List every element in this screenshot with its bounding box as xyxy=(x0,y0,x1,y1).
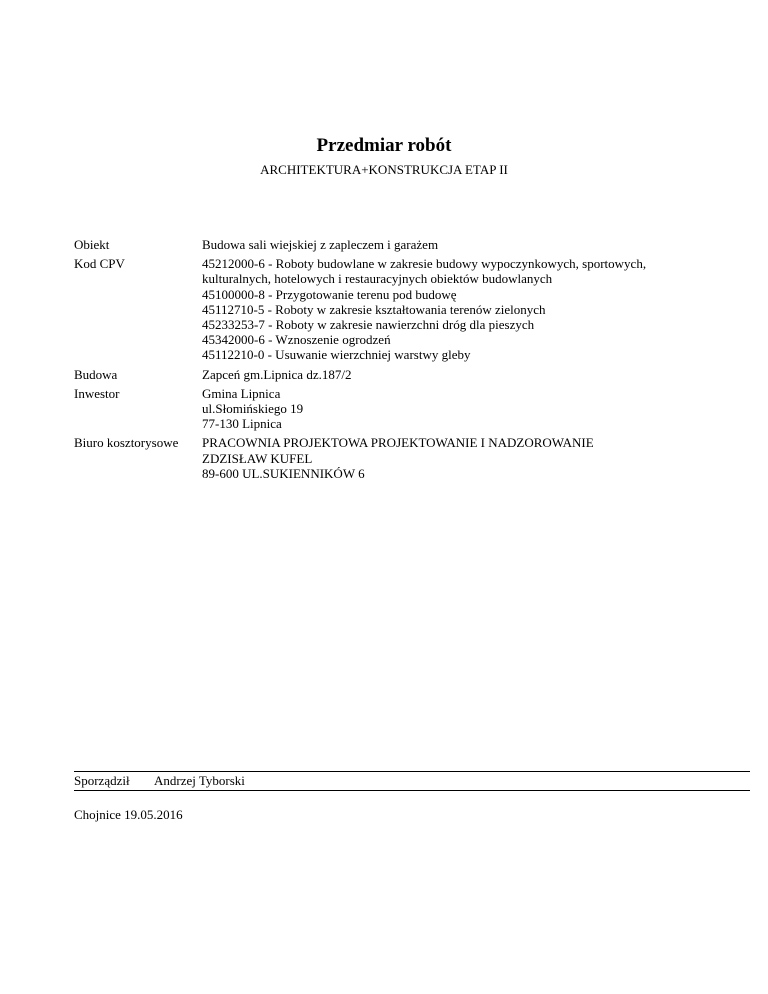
field-value: kulturalnych, hotelowych i restauracyjnych obiektów budowlanych xyxy=(202,271,553,287)
field-values xyxy=(202,386,714,432)
field-kod-cpv xyxy=(74,256,714,362)
author-bottom-divider xyxy=(74,790,750,791)
field-value: 45212000-6 - Roboty budowlane w zakresie budowy wypoczynkowych, sportowych, xyxy=(202,256,647,272)
field-value: 45233253-7 - Roboty w zakresie nawierzchni dróg dla pieszych xyxy=(202,317,535,333)
field-label: Kod CPV xyxy=(74,256,125,272)
author-label: Sporządził xyxy=(74,773,130,788)
author-top-divider xyxy=(74,771,750,772)
field-value: ZDZISŁAW KUFEL xyxy=(202,450,313,466)
place-date: Chojnice 19.05.2016 xyxy=(74,807,183,822)
field-values xyxy=(202,237,714,252)
field-value: Gmina Lipnica xyxy=(202,385,281,401)
document-title: Przedmiar robót xyxy=(316,135,452,156)
field-values xyxy=(202,367,714,382)
field-biuro-kosztorysowe xyxy=(74,435,714,481)
document-subtitle: ARCHITEKTURA+KONSTRUKCJA ETAP II xyxy=(260,162,508,177)
field-value: 89-600 UL.SUKIENNIKÓW 6 xyxy=(202,465,365,481)
field-obiekt xyxy=(74,237,714,252)
document-fields xyxy=(74,237,714,485)
field-label: Budowa xyxy=(74,366,118,382)
field-label: Obiekt xyxy=(74,237,110,252)
field-value: Zapceń gm.Lipnica dz.187/2 xyxy=(202,366,352,382)
field-value: 45112210-0 - Usuwanie wierzchniej warstwy gleby xyxy=(202,347,471,363)
field-label: Biuro kosztorysowe xyxy=(74,435,179,451)
field-value: 45342000-6 - Wznoszenie ogrodzeń xyxy=(202,332,391,348)
field-budowa xyxy=(74,367,714,382)
field-values xyxy=(202,256,714,362)
field-value: 45112710-5 - Roboty w zakresie kształtowania terenów zielonych xyxy=(202,301,546,317)
author-name: Andrzej Tyborski xyxy=(154,773,245,788)
field-values xyxy=(202,435,714,481)
field-value: 77-130 Lipnica xyxy=(202,416,282,432)
field-value: 45100000-8 - Przygotowanie terenu pod budowę xyxy=(202,286,457,302)
author-row xyxy=(74,773,245,789)
field-value: ul.Słomińskiego 19 xyxy=(202,401,304,417)
field-label: Inwestor xyxy=(74,385,120,401)
field-inwestor xyxy=(74,386,714,432)
field-value: Budowa sali wiejskiej z zapleczem i garażem xyxy=(202,237,439,252)
field-value: PRACOWNIA PROJEKTOWA PROJEKTOWANIE I NADZOROWANIE xyxy=(202,435,594,451)
